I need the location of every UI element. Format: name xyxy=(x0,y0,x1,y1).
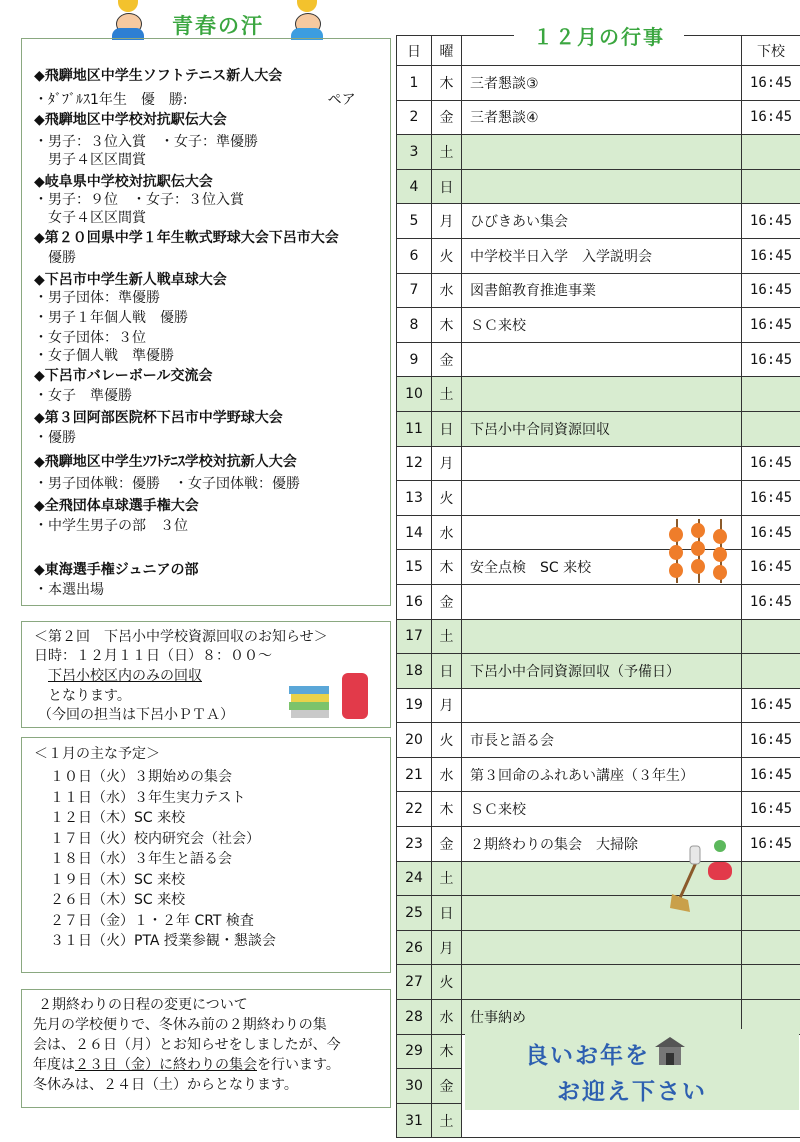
calendar-weekday: 木 xyxy=(432,66,462,101)
calendar-weekday: 木 xyxy=(432,308,462,343)
january-title: ＜１月の主な予定＞ xyxy=(34,746,160,762)
calendar-row xyxy=(397,515,800,550)
notice-line: 先月の学校便りで、冬休み前の２期終わりの集 xyxy=(33,1017,327,1033)
tournament-heading: ◆飛騨地区中学生ｿﾌﾄﾃﾆｽ学校対抗新人大会 xyxy=(34,454,297,470)
calendar-day: 7 xyxy=(397,273,432,308)
calendar-day: 3 xyxy=(397,135,432,170)
calendar-day: 4 xyxy=(397,169,432,204)
calendar-day: 30 xyxy=(397,1069,432,1104)
calendar-day: 13 xyxy=(397,481,432,516)
calendar-event xyxy=(462,481,742,516)
calendar-day: 11 xyxy=(397,411,432,446)
calendar-row xyxy=(397,377,800,412)
calendar-dismissal-time xyxy=(742,377,800,412)
calendar-row xyxy=(397,135,800,170)
calendar-event xyxy=(462,169,742,204)
calendar-row xyxy=(397,308,800,343)
recycle-area: 下呂小校区内のみの回収 xyxy=(48,668,202,684)
calendar-dismissal-time xyxy=(742,169,800,204)
notice-line: 会は、２６日（月）とお知らせをしましたが、今 xyxy=(33,1037,341,1053)
calendar-row xyxy=(397,204,800,239)
calendar-day: 8 xyxy=(397,308,432,343)
calendar-day: 31 xyxy=(397,1103,432,1138)
calendar-weekday: 木 xyxy=(432,550,462,585)
calendar-weekday: 日 xyxy=(432,411,462,446)
calendar-dismissal-time xyxy=(742,411,800,446)
calendar-weekday: 水 xyxy=(432,757,462,792)
calendar-day: 19 xyxy=(397,688,432,723)
calendar-weekday: 月 xyxy=(432,204,462,239)
calendar-dismissal-time: 16:45 xyxy=(742,308,800,343)
calendar-row xyxy=(397,100,800,135)
january-item: １９日（木）SC 来校 xyxy=(50,871,186,888)
calendar-weekday: 金 xyxy=(432,584,462,619)
calendar-weekday: 月 xyxy=(432,446,462,481)
calendar-weekday: 水 xyxy=(432,1000,462,1035)
calendar-weekday: 日 xyxy=(432,169,462,204)
january-item: ３１日（火）PTA 授業参観・懇談会 xyxy=(50,933,276,949)
trophy-kid-icon xyxy=(287,0,327,40)
calendar-table xyxy=(396,35,800,1138)
calendar-event: 三者懇談③ xyxy=(462,66,742,101)
calendar-dismissal-time xyxy=(742,135,800,170)
calendar-event xyxy=(462,584,742,619)
result-line: 男子４区区間賞 xyxy=(34,152,146,168)
calendar-dismissal-time: 16:45 xyxy=(742,446,800,481)
calendar-dismissal-time: 16:45 xyxy=(742,550,800,585)
result-line: ・中学生男子の部 ３位 xyxy=(34,518,188,534)
result-line: ・本選出場 xyxy=(34,582,104,598)
calendar-weekday: 土 xyxy=(432,619,462,654)
tournament-heading: ◆飛騨地区中学生ソフトテニス新人大会 xyxy=(34,68,283,84)
recycle-title: ＜第２回 下呂小中学校資源回収のお知らせ＞ xyxy=(34,629,328,645)
calendar-row xyxy=(397,965,800,1000)
calendar-weekday: 日 xyxy=(432,654,462,689)
calendar-event: 中学校半日入学 入学説明会 xyxy=(462,238,742,273)
result-line: ・ﾀﾞﾌﾞﾙｽ1年生 優 勝: ペア xyxy=(34,92,356,108)
calendar-event xyxy=(462,342,742,377)
calendar-day: 17 xyxy=(397,619,432,654)
shrine-icon xyxy=(653,1035,687,1069)
calendar-day: 25 xyxy=(397,896,432,931)
tournament-heading: ◆下呂市バレーボール交流会 xyxy=(34,368,213,384)
calendar-day: 26 xyxy=(397,930,432,965)
calendar-dismissal-time: 16:45 xyxy=(742,827,800,862)
january-item: ２７日（金）１・２年 CRT 検査 xyxy=(50,912,254,929)
calendar-row xyxy=(397,930,800,965)
result-line: ・男子団体戦：優勝 ・女子団体戦：優勝 xyxy=(34,476,300,492)
result-line: ・男子団体：準優勝 xyxy=(34,290,160,306)
calendar-weekday: 火 xyxy=(432,723,462,758)
january-item: ２６日（木）SC 来校 xyxy=(50,892,186,908)
schedule-change-notice-box xyxy=(21,989,391,1108)
calendar-dismissal-time: 16:45 xyxy=(742,100,800,135)
sports-results-box xyxy=(21,38,391,606)
notice-emphasis: ２３日（金）に終わりの集会 xyxy=(75,1057,257,1073)
calendar-day: 28 xyxy=(397,1000,432,1035)
calendar-dismissal-time xyxy=(742,896,800,931)
calendar-row xyxy=(397,688,800,723)
tournament-heading: ◆全飛団体卓球選手権大会 xyxy=(34,498,199,514)
calendar-event: ひびきあい集会 xyxy=(462,204,742,239)
calendar-day: 23 xyxy=(397,827,432,862)
notice-line: 冬休みは、２４日（土）からとなります。 xyxy=(33,1077,298,1093)
calendar-day: 29 xyxy=(397,1034,432,1069)
calendar-day: 1 xyxy=(397,66,432,101)
december-calendar xyxy=(396,25,800,1130)
calendar-weekday: 木 xyxy=(432,792,462,827)
calendar-event: 安全点検 SC 来校 xyxy=(462,550,742,585)
calendar-day: 2 xyxy=(397,100,432,135)
aluminum-can-icon xyxy=(342,673,368,719)
calendar-row xyxy=(397,654,800,689)
trophy-kid-icon xyxy=(108,0,148,40)
calendar-dismissal-time: 16:45 xyxy=(742,757,800,792)
calendar-event: ＳＣ来校 xyxy=(462,308,742,343)
calendar-dismissal-time: 16:45 xyxy=(742,792,800,827)
calendar-event: 下呂小中合同資源回収（予備日） xyxy=(462,654,742,689)
calendar-weekday: 月 xyxy=(432,930,462,965)
calendar-event xyxy=(462,446,742,481)
calendar-day: 10 xyxy=(397,377,432,412)
result-line: ・女子団体：３位 xyxy=(34,330,146,346)
recycle-note-pta: （今回の担当は下呂小ＰＴＡ） xyxy=(38,707,234,723)
calendar-event: 図書館教育推進事業 xyxy=(462,273,742,308)
new-year-line1: 良いお年を xyxy=(525,1043,650,1069)
calendar-event: 三者懇談④ xyxy=(462,100,742,135)
header-day: 日 xyxy=(397,36,432,66)
calendar-event xyxy=(462,965,742,1000)
calendar-dismissal-time xyxy=(742,930,800,965)
calendar-event: 下呂小中合同資源回収 xyxy=(462,411,742,446)
result-line: 女子４区区間賞 xyxy=(34,210,146,226)
calendar-day: 6 xyxy=(397,238,432,273)
header-dismissal: 下校 xyxy=(742,36,800,66)
recycle-notice-box xyxy=(21,621,391,728)
calendar-dismissal-time: 16:45 xyxy=(742,515,800,550)
calendar-dismissal-time xyxy=(742,861,800,896)
calendar-weekday: 土 xyxy=(432,135,462,170)
calendar-row xyxy=(397,827,800,862)
sports-title-text: 青春の汗 xyxy=(172,14,264,38)
calendar-dismissal-time: 16:45 xyxy=(742,238,800,273)
january-item: １０日（火）３期始めの集会 xyxy=(50,769,232,785)
calendar-weekday: 日 xyxy=(432,896,462,931)
calendar-row xyxy=(397,411,800,446)
calendar-row xyxy=(397,584,800,619)
calendar-day: 5 xyxy=(397,204,432,239)
calendar-day: 16 xyxy=(397,584,432,619)
tournament-heading: ◆下呂市中学生新人戦卓球大会 xyxy=(34,272,227,288)
result-line: 優勝 xyxy=(34,250,76,266)
new-year-line2: お迎え下さい xyxy=(557,1079,707,1105)
calendar-event: 第３回命のふれあい講座（３年生） xyxy=(462,757,742,792)
calendar-row xyxy=(397,792,800,827)
calendar-row xyxy=(397,481,800,516)
paper-bundle-icon xyxy=(289,680,331,720)
january-item: １８日（水）３年生と語る会 xyxy=(50,851,232,867)
calendar-day: 21 xyxy=(397,757,432,792)
calendar-event: 仕事納め xyxy=(462,1000,742,1035)
calendar-weekday: 火 xyxy=(432,238,462,273)
january-item: １１日（水）３年生実力テスト xyxy=(50,789,246,806)
header-weekday: 曜 xyxy=(432,36,462,66)
calendar-weekday: 月 xyxy=(432,688,462,723)
calendar-day: 14 xyxy=(397,515,432,550)
calendar-dismissal-time: 16:45 xyxy=(742,688,800,723)
result-line: ・女子 準優勝 xyxy=(34,388,132,404)
calendar-title: １２月の行事 xyxy=(514,21,684,50)
calendar-event xyxy=(462,135,742,170)
result-line: ・男子１年個人戦 優勝 xyxy=(34,310,188,326)
calendar-dismissal-time: 16:45 xyxy=(742,204,800,239)
calendar-event xyxy=(462,930,742,965)
calendar-weekday: 金 xyxy=(432,1069,462,1104)
calendar-event xyxy=(462,688,742,723)
calendar-weekday: 金 xyxy=(432,100,462,135)
recycle-note: となります。 xyxy=(48,688,131,704)
calendar-day: 24 xyxy=(397,861,432,896)
tournament-heading: ◆飛騨地区中学校対抗駅伝大会 xyxy=(34,112,227,128)
calendar-row xyxy=(397,66,800,101)
calendar-day: 12 xyxy=(397,446,432,481)
calendar-day: 18 xyxy=(397,654,432,689)
calendar-row xyxy=(397,273,800,308)
calendar-event xyxy=(462,619,742,654)
calendar-weekday: 土 xyxy=(432,1103,462,1138)
result-line: ・男子：９位 ・女子：３位入賞 xyxy=(34,192,244,208)
calendar-event: 市長と語る会 xyxy=(462,723,742,758)
calendar-event xyxy=(462,377,742,412)
calendar-row xyxy=(397,169,800,204)
january-item: １２日（木）SC 来校 xyxy=(50,810,186,826)
calendar-day: 9 xyxy=(397,342,432,377)
calendar-row xyxy=(397,619,800,654)
calendar-dismissal-time: 16:45 xyxy=(742,723,800,758)
calendar-dismissal-time: 16:45 xyxy=(742,342,800,377)
calendar-weekday: 土 xyxy=(432,377,462,412)
calendar-row xyxy=(397,550,800,585)
result-line: ・優勝 xyxy=(34,430,76,446)
january-item: １７日（火）校内研究会（社会） xyxy=(50,830,260,847)
calendar-row xyxy=(397,342,800,377)
calendar-weekday: 水 xyxy=(432,273,462,308)
calendar-dismissal-time: 16:45 xyxy=(742,481,800,516)
calendar-dismissal-time xyxy=(742,654,800,689)
calendar-weekday: 木 xyxy=(432,1034,462,1069)
calendar-dismissal-time: 16:45 xyxy=(742,273,800,308)
calendar-row xyxy=(397,861,800,896)
calendar-day: 22 xyxy=(397,792,432,827)
calendar-weekday: 火 xyxy=(432,965,462,1000)
calendar-weekday: 火 xyxy=(432,481,462,516)
result-line: ・男子：３位入賞 ・女子：準優勝 xyxy=(34,134,258,150)
calendar-day: 27 xyxy=(397,965,432,1000)
calendar-day: 15 xyxy=(397,550,432,585)
notice-line: 年度は２３日（金）に終わりの集会を行います。 xyxy=(33,1057,340,1073)
calendar-weekday: 土 xyxy=(432,861,462,896)
tournament-heading: ◆岐阜県中学校対抗駅伝大会 xyxy=(34,174,213,190)
calendar-day: 20 xyxy=(397,723,432,758)
calendar-dismissal-time: 16:45 xyxy=(742,584,800,619)
calendar-weekday: 水 xyxy=(432,515,462,550)
calendar-row xyxy=(397,896,800,931)
calendar-event: ２期終わりの集会 大掃除 xyxy=(462,827,742,862)
tournament-heading: ◆東海選手権ジュニアの部 xyxy=(34,562,199,578)
calendar-row xyxy=(397,757,800,792)
sports-section-title xyxy=(22,0,392,36)
cleaning-tools-icon xyxy=(668,838,738,912)
calendar-dismissal-time: 16:45 xyxy=(742,66,800,101)
new-year-greeting xyxy=(465,1029,799,1110)
calendar-row xyxy=(397,723,800,758)
tournament-heading: ◆第３回阿部医院杯下呂市中学野球大会 xyxy=(34,410,283,426)
calendar-weekday: 金 xyxy=(432,827,462,862)
calendar-dismissal-time xyxy=(742,619,800,654)
result-line: ・女子個人戦 準優勝 xyxy=(34,348,174,364)
tournament-heading: ◆第２０回県中学１年生軟式野球大会下呂市大会 xyxy=(34,230,339,246)
recycle-date: 日時：１２月１１日（日）８：００～ xyxy=(34,648,272,664)
calendar-weekday: 金 xyxy=(432,342,462,377)
calendar-event: ＳＣ来校 xyxy=(462,792,742,827)
calendar-row xyxy=(397,238,800,273)
notice-title: ２期終わりの日程の変更について xyxy=(38,997,248,1013)
january-schedule-box xyxy=(21,737,391,973)
calendar-row xyxy=(397,446,800,481)
calendar-dismissal-time xyxy=(742,965,800,1000)
dried-persimmon-icon xyxy=(666,519,734,585)
